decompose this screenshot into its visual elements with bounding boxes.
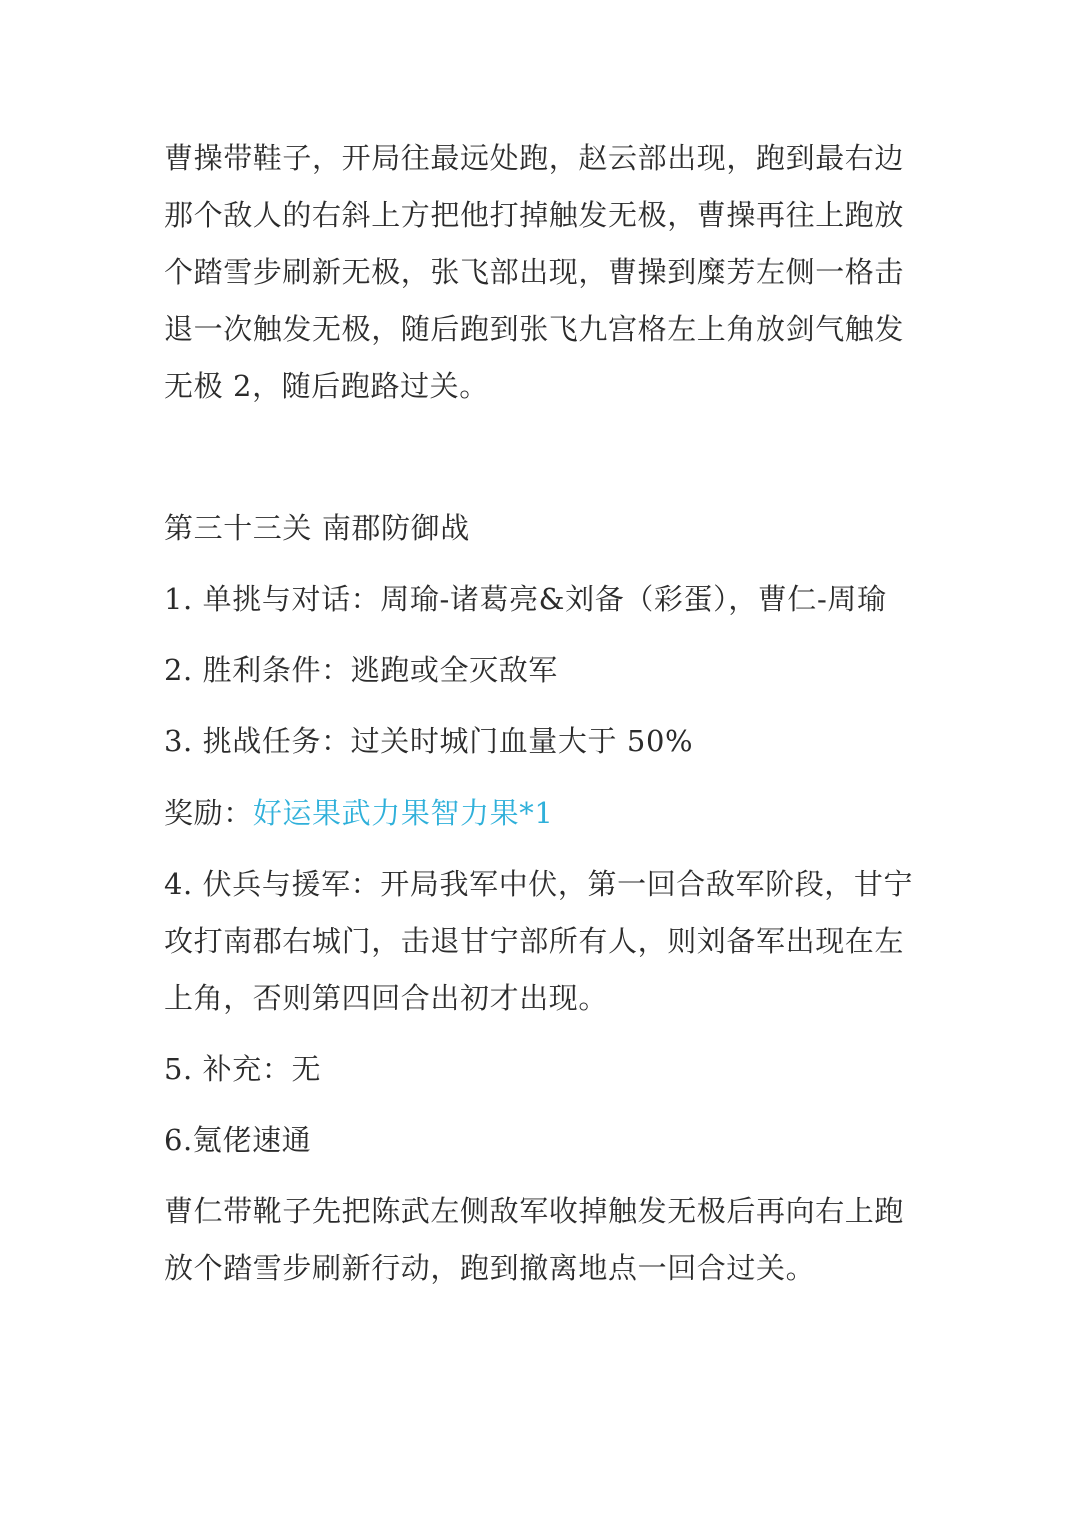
item-ambush-reinforcements: 4. 伏兵与援军：开局我军中伏，第一回合敌军阶段，甘宁攻打南郡右城门，击退甘宁部所有人，则刘备军出现在左上角，否则第四回合出初才出现。 [164, 867, 914, 1015]
item-challenge-task: 3. 挑战任务：过关时城门血量大于 50% [164, 724, 694, 758]
item-victory-condition: 2. 胜利条件：逃跑或全灭敌军 [164, 653, 558, 687]
reward-value: 好运果武力果智力果*1 [252, 796, 554, 830]
item-supplement: 5. 补充：无 [164, 1052, 322, 1086]
speedrun-title: 6.氪佬速通 [164, 1123, 312, 1157]
intro-paragraph: 曹操带鞋子，开局往最远处跑，赵云部出现，跑到最右边那个敌人的右斜上方把他打掉触发无极，曹操再往上跑放个踏雪步刷新无极，张飞部出现，曹操到糜芳左侧一格击退一次触发无极，随后跑到张飞九宫格左上角放剑气触发无极 2，随后跑路过关。 [164, 141, 905, 403]
reward-line [164, 793, 553, 833]
speedrun-paragraph: 曹仁带靴子先把陈武左侧敌军收掉触发无极后再向右上跑放个踏雪步刷新行动，跑到撤离地点一回合过关。 [164, 1194, 905, 1285]
section-title: 第三十三关 南郡防御战 [164, 511, 470, 545]
reward-label: 奖励： [164, 796, 253, 830]
item-duel-dialogue: 1. 单挑与对话：周瑜-诸葛亮&刘备（彩蛋），曹仁-周瑜 [164, 582, 887, 616]
